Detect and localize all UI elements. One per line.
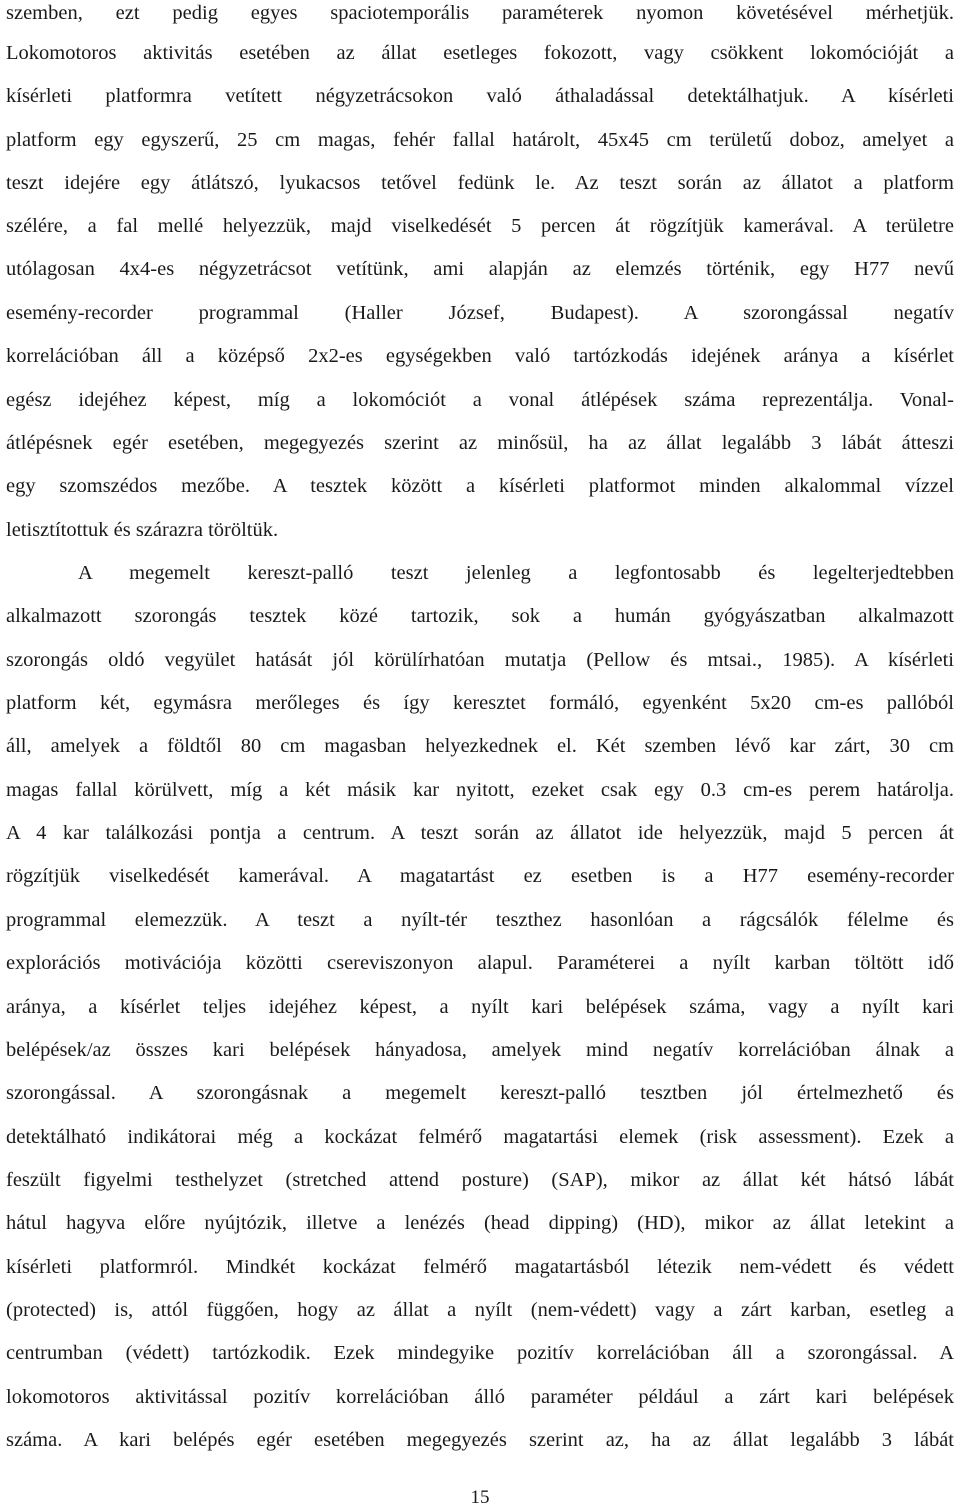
text-line: Lokomotoros aktivitás esetében az állat esetleges fokozott, vagy csökkent lokomócióját a — [6, 42, 954, 64]
text-line: platform két, egymásra merőleges és így keresztet formáló, egyenként 5x20 cm-es pallóból — [6, 692, 954, 714]
text-line: átlépésnek egér esetében, megegyezés szerint az minősül, ha az állat legalább 3 lábát átteszi — [6, 432, 954, 454]
text-line: kísérleti platformról. Mindkét kockázat felmérő magatartásból létezik nem-védett és védett — [6, 1256, 954, 1278]
text-line: szorongás oldó vegyület hatását jól körülírhatóan mutatja (Pellow és mtsai., 1985). A kísérleti — [6, 649, 954, 671]
text-line: magas fallal körülvett, míg a két másik kar nyitott, ezeket csak egy 0.3 cm-es perem határolja. — [6, 779, 954, 801]
text-line: rögzítjük viselkedését kamerával. A magatartást ez esetben is a H77 esemény-recorder — [6, 865, 954, 887]
text-line: esemény-recorder programmal (Haller József, Budapest). A szorongással negatív — [6, 302, 954, 324]
text-line: száma. A kari belépés egér esetében megegyezés szerint az, ha az állat legalább 3 lábát — [6, 1429, 954, 1451]
text-line: teszt idejére egy átlátszó, lyukacsos tetővel fedünk le. Az teszt során az állatot a platform — [6, 172, 954, 194]
text-line: belépések/az összes kari belépések hányadosa, amelyek mind negatív korrelációban álnak a — [6, 1039, 954, 1061]
text-line: hátul hagyva előre nyújtózik, illetve a lenézés (head dipping) (HD), mikor az állat letekint a — [6, 1212, 954, 1234]
text-line: alkalmazott szorongás tesztek közé tartozik, sok a humán gyógyászatban alkalmazott — [6, 605, 954, 627]
text-line: (protected) is, attól függően, hogy az állat a nyílt (nem-védett) vagy a zárt karban, esetleg a — [6, 1299, 954, 1321]
text-line: áll, amelyek a földtől 80 cm magasban helyezkednek el. Két szemben lévő kar zárt, 30 cm — [6, 735, 954, 757]
page-number: 15 — [470, 1487, 490, 1508]
text-line: szélére, a fal mellé helyezzük, majd viselkedését 5 percen át rögzítjük kamerával. A területre — [6, 215, 954, 237]
text-line: detektálható indikátorai még a kockázat felmérő magatartási elemek (risk assessment). Ezek a — [6, 1126, 954, 1148]
text-line: programmal elemezzük. A teszt a nyílt-tér teszthez hasonlóan a rágcsálók félelme és — [6, 909, 954, 931]
text-line: centrumban (védett) tartózkodik. Ezek mindegyike pozitív korrelációban áll a szorongással. A — [6, 1342, 954, 1364]
text-line: aránya, a kísérlet teljes idejéhez képest, a nyílt kari belépések száma, vagy a nyílt kari — [6, 996, 954, 1018]
text-line: egész idejéhez képest, míg a lokomóciót a vonal átlépések száma reprezentálja. Vonal- — [6, 389, 954, 411]
text-line: letisztítottuk és szárazra töröltük. — [6, 519, 279, 541]
text-line: korrelációban áll a középső 2x2-es egységekben való tartózkodás idejének aránya a kísérlet — [6, 345, 954, 367]
text-line: kísérleti platformra vetített négyzetrácsokon való áthaladással detektálhatjuk. A kísérleti — [6, 85, 954, 107]
text-line: feszült figyelmi testhelyzet (stretched attend posture) (SAP), mikor az állat két hátsó lábát — [6, 1169, 954, 1191]
text-line: lokomotoros aktivitással pozitív korrelációban álló paraméter például a zárt kari belépések — [6, 1386, 954, 1408]
text-line: explorációs motivációja közötti csereviszonyon alapul. Paraméterei a nyílt karban töltött idő — [6, 952, 954, 974]
text-line: szemben, ezt pedig egyes spaciotemporális paraméterek nyomon követésével mérhetjük. — [6, 2, 954, 24]
text-line: platform egy egyszerű, 25 cm magas, fehér fallal határolt, 45x45 cm területű doboz, amelyet a — [6, 129, 954, 151]
text-line: szorongással. A szorongásnak a megemelt kereszt-palló tesztben jól értelmezhető és — [6, 1082, 954, 1104]
text-line: A megemelt kereszt-palló teszt jelenleg a legfontosabb és legelterjedtebben — [78, 562, 954, 584]
text-line: A 4 kar találkozási pontja a centrum. A teszt során az állatot ide helyezzük, majd 5 percen át — [6, 822, 954, 844]
text-line: utólagosan 4x4-es négyzetrácsot vetítünk, ami alapján az elemzés történik, egy H77 nevű — [6, 258, 954, 280]
text-line: egy szomszédos mezőbe. A tesztek között a kísérleti platformot minden alkalommal vízzel — [6, 475, 954, 497]
